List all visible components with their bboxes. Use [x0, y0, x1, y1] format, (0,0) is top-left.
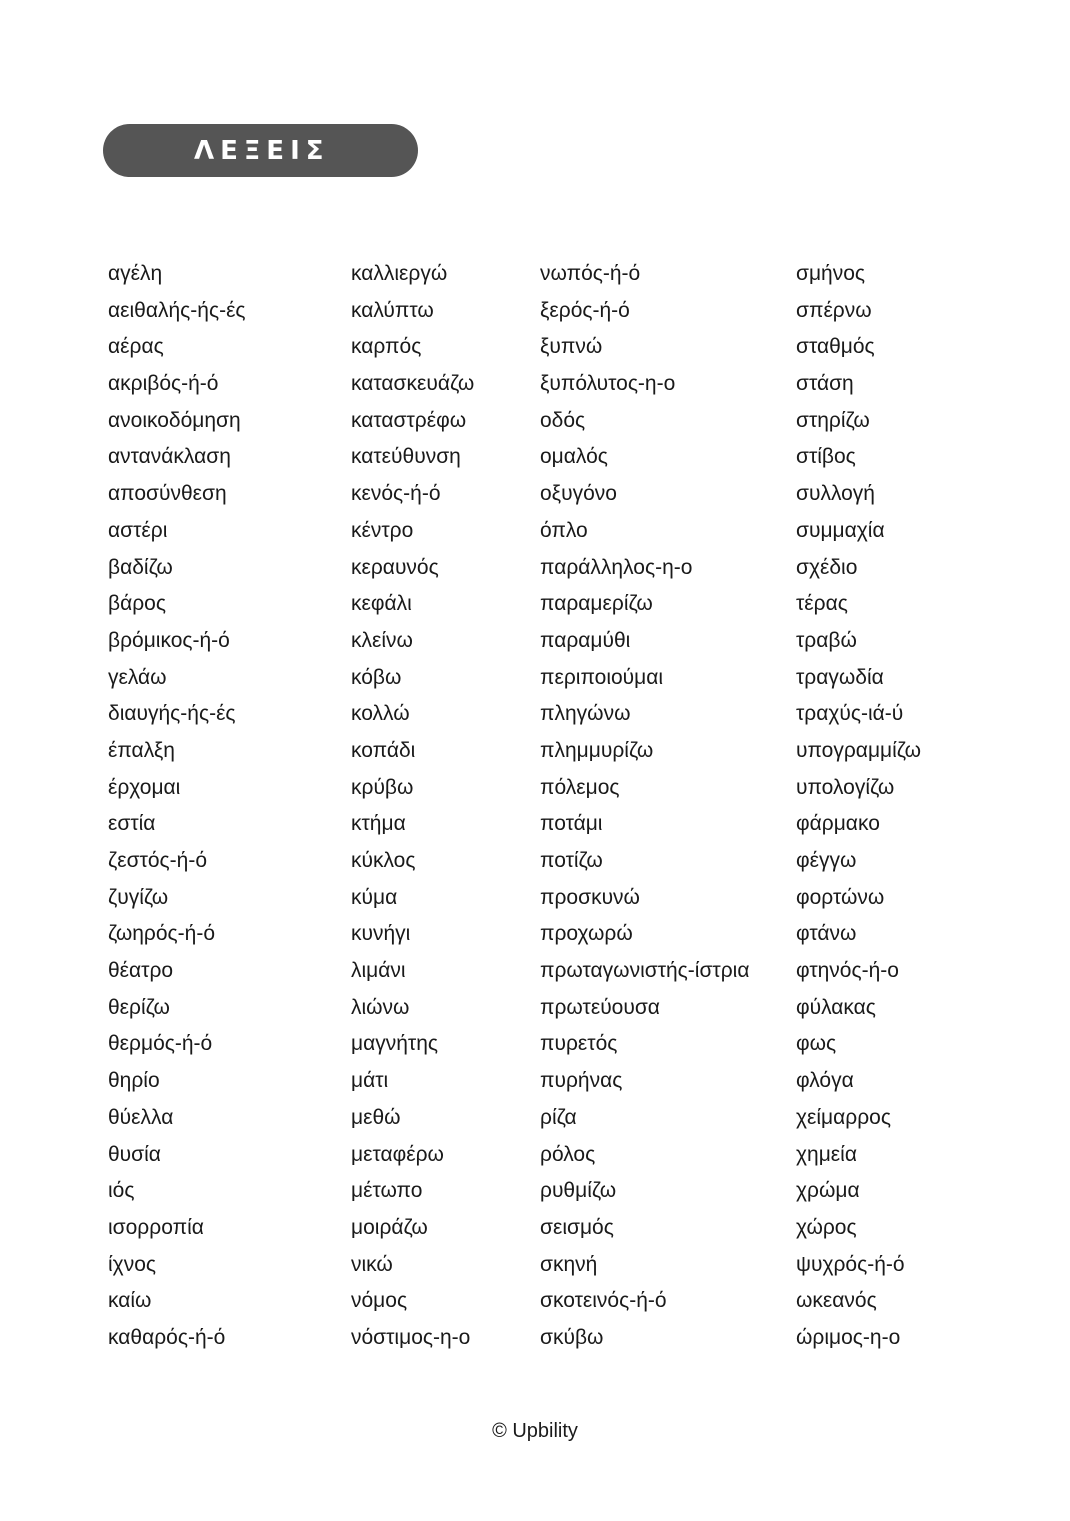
word-item: ισορροπία: [108, 1215, 204, 1239]
word-item: πληγώνω: [540, 702, 631, 726]
word-item: στηρίζω: [796, 408, 870, 432]
word-item: τραχύς-ιά-ύ: [796, 702, 904, 726]
word-item: θύελλα: [108, 1105, 174, 1129]
word-item: κέντρο: [351, 518, 414, 542]
word-item: στίβος: [796, 445, 856, 469]
word-item: φτηνός-ή-ο: [796, 959, 899, 983]
word-item: ποτάμι: [540, 812, 603, 836]
word-item: μοιράζω: [351, 1215, 428, 1239]
word-item: ξυπνώ: [540, 335, 603, 359]
word-item: σκύβω: [540, 1325, 604, 1349]
word-item: μάτι: [351, 1069, 389, 1093]
word-item: μέτωπο: [351, 1179, 423, 1203]
word-item: φέγγω: [796, 849, 857, 872]
word-item: καταστρέφω: [351, 408, 467, 432]
word-item: πρωτεύουσα: [540, 995, 660, 1019]
word-item: φύλακας: [796, 995, 876, 1019]
word-item: ξυπόλυτος-η-ο: [540, 372, 676, 396]
word-item: ξερός-ή-ό: [540, 298, 630, 322]
word-item: φτάνω: [796, 922, 857, 946]
word-item: σεισμός: [540, 1215, 614, 1239]
word-item: ρόλος: [540, 1142, 596, 1166]
word-item: υπολογίζω: [796, 775, 895, 799]
word-item: κτήμα: [351, 812, 406, 836]
word-item: οξυγόνο: [540, 482, 617, 506]
title-banner: [103, 124, 418, 177]
word-item: καλύπτω: [351, 298, 434, 322]
word-item: κεφάλι: [351, 592, 412, 616]
word-item: πόλεμος: [540, 775, 620, 799]
word-item: θερίζω: [108, 995, 170, 1019]
word-item: φάρμακο: [796, 812, 880, 836]
word-item: σκοτεινός-ή-ό: [540, 1289, 667, 1313]
word-column-2: [351, 256, 474, 1357]
word-item: καλλιεργώ: [351, 262, 448, 285]
word-item: πλημμυρίζω: [540, 738, 654, 762]
word-item: έπαλξη: [108, 738, 175, 762]
word-item: καρπός: [351, 335, 422, 359]
word-item: ίχνος: [108, 1252, 156, 1276]
word-item: αποσύνθεση: [108, 482, 227, 506]
word-item: χημεία: [796, 1142, 857, 1166]
word-item: ιός: [108, 1179, 135, 1203]
word-item: κατασκευάζω: [351, 372, 475, 396]
word-item: ζυγίζω: [108, 885, 169, 909]
page-title: ΛΕΞΕΙΣ: [194, 135, 330, 166]
word-item: κεραυνός: [351, 555, 439, 579]
word-item: τραβώ: [796, 628, 857, 652]
word-item: βάρος: [108, 592, 166, 616]
word-item: κύκλος: [351, 849, 416, 872]
word-column-4: [796, 256, 921, 1357]
word-item: γελάω: [108, 665, 167, 689]
word-item: αέρας: [108, 335, 164, 359]
word-item: πυρετός: [540, 1032, 618, 1056]
word-item: πυρήνας: [540, 1069, 623, 1093]
word-item: ρυθμίζω: [540, 1179, 617, 1203]
word-item: καθαρός-ή-ό: [108, 1325, 226, 1349]
word-item: οδός: [540, 408, 586, 432]
word-item: νωπός-ή-ό: [540, 262, 641, 285]
word-item: εστία: [108, 812, 156, 836]
word-item: όπλο: [540, 518, 588, 542]
word-item: χρώμα: [796, 1179, 860, 1203]
word-item: θερμός-ή-ό: [108, 1032, 213, 1056]
word-item: καίω: [108, 1289, 152, 1313]
word-item: διαυγής-ής-ές: [108, 702, 236, 726]
word-item: χώρος: [796, 1215, 857, 1239]
word-item: παραμερίζω: [540, 592, 653, 616]
word-item: ρίζα: [540, 1105, 577, 1129]
word-column-3: [540, 256, 749, 1357]
word-item: κατεύθυνση: [351, 445, 461, 469]
word-item: κλείνω: [351, 628, 413, 652]
word-item: φλόγα: [796, 1069, 854, 1093]
word-item: θηρίο: [108, 1069, 160, 1093]
word-item: μαγνήτης: [351, 1032, 439, 1056]
word-item: ώριμος-η-ο: [796, 1325, 901, 1349]
word-item: σχέδιο: [796, 555, 858, 579]
word-item: κύμα: [351, 885, 398, 909]
word-item: φως: [796, 1032, 837, 1056]
word-item: τέρας: [796, 592, 848, 616]
word-item: θέατρο: [108, 959, 174, 983]
word-item: ανοικοδόμηση: [108, 408, 241, 432]
word-item: συλλογή: [796, 482, 875, 506]
word-item: υπογραμμίζω: [796, 738, 922, 762]
word-item: κόβω: [351, 665, 402, 689]
word-item: μεθώ: [351, 1105, 401, 1129]
word-item: λιώνω: [351, 995, 410, 1019]
word-item: θυσία: [108, 1142, 161, 1166]
word-item: νόμος: [351, 1289, 408, 1313]
word-item: σταθμός: [796, 335, 875, 359]
word-item: αντανάκλαση: [108, 445, 231, 469]
word-item: βρόμικος-ή-ό: [108, 628, 230, 652]
word-item: μεταφέρω: [351, 1142, 444, 1166]
word-item: νικώ: [351, 1252, 393, 1276]
word-item: προσκυνώ: [540, 885, 640, 909]
word-item: ζωηρός-ή-ό: [108, 922, 216, 946]
word-item: σπέρνω: [796, 298, 872, 322]
word-item: αειθαλής-ής-ές: [108, 298, 246, 322]
word-item: αγέλη: [108, 262, 163, 285]
word-item: πρωταγωνιστής-ίστρια: [540, 959, 750, 983]
word-item: συμμαχία: [796, 518, 885, 542]
word-item: τραγωδία: [796, 665, 884, 689]
word-item: σκηνή: [540, 1252, 598, 1276]
word-item: περιποιούμαι: [540, 665, 664, 689]
word-item: παράλληλος-η-ο: [540, 555, 693, 579]
word-item: φορτώνω: [796, 885, 885, 909]
footer-copyright: © Upbility: [492, 1420, 578, 1442]
word-item: σμήνος: [796, 262, 866, 285]
word-item: έρχομαι: [108, 775, 181, 799]
word-item: ζεστός-ή-ό: [108, 849, 208, 872]
word-item: προχωρώ: [540, 922, 633, 946]
word-item: κρύβω: [351, 775, 414, 799]
word-item: ψυχρός-ή-ό: [796, 1252, 905, 1276]
word-item: κολλώ: [351, 702, 410, 726]
word-item: ακριβός-ή-ό: [108, 372, 219, 396]
word-item: στάση: [796, 372, 854, 396]
word-item: χείμαρρος: [796, 1105, 891, 1129]
word-column-1: [108, 256, 246, 1357]
word-item: λιμάνι: [351, 959, 406, 983]
word-item: ποτίζω: [540, 849, 603, 872]
word-item: ωκεανός: [796, 1289, 877, 1313]
word-item: κενός-ή-ό: [351, 482, 441, 506]
word-item: νόστιμος-η-ο: [351, 1325, 471, 1349]
word-item: ομαλός: [540, 445, 608, 469]
word-item: βαδίζω: [108, 555, 173, 579]
word-item: παραμύθι: [540, 628, 631, 652]
word-item: κυνήγι: [351, 922, 411, 946]
word-item: αστέρι: [108, 518, 168, 542]
word-item: κοπάδι: [351, 738, 416, 762]
